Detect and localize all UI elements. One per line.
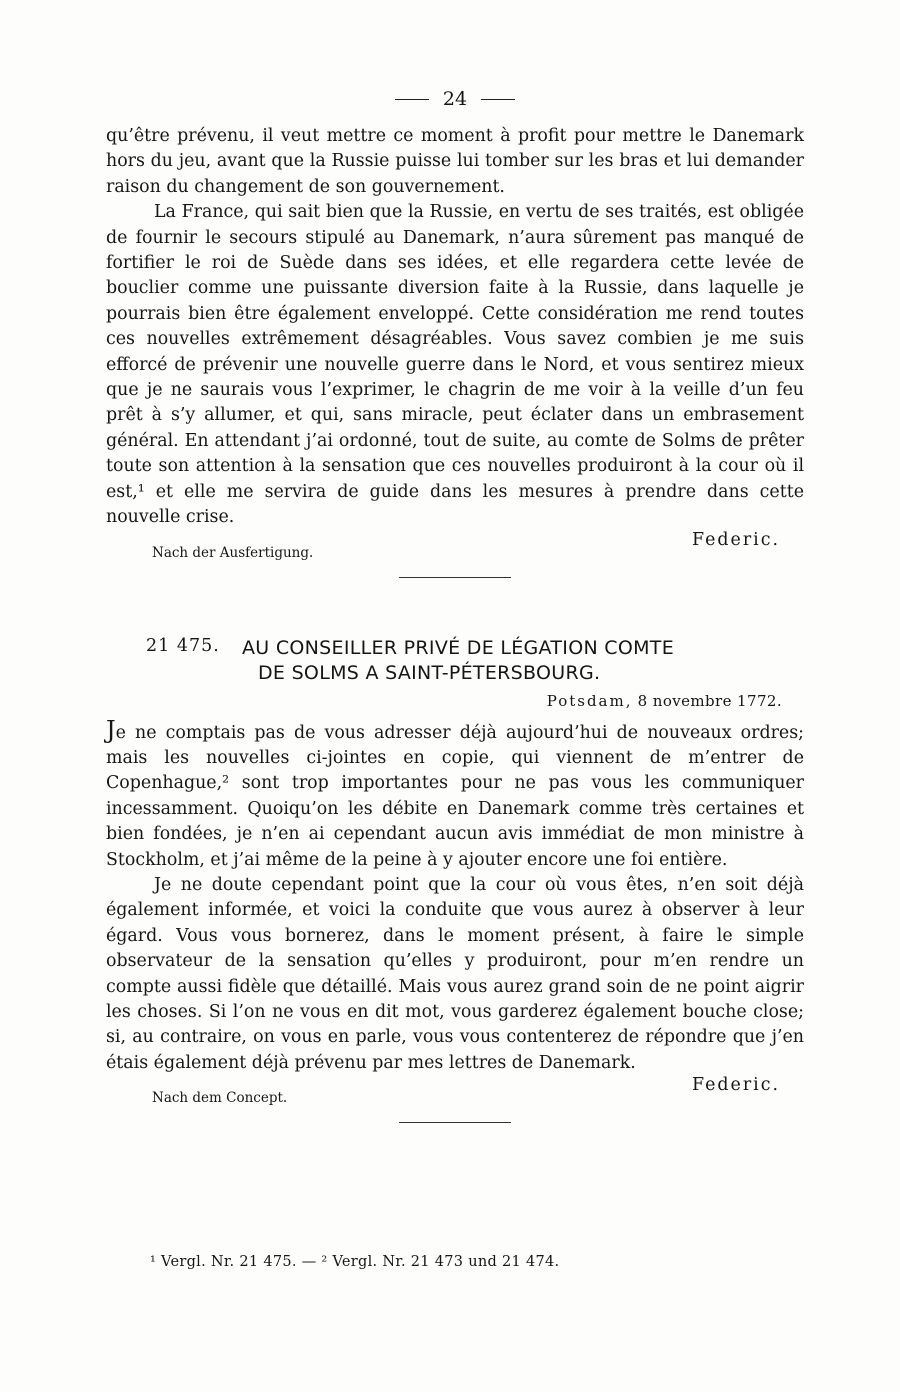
signature-block-1 [106,531,804,565]
signature-block-2 [106,1076,804,1110]
letter-number: 21 475. [146,635,220,656]
header-dash-right [481,99,515,100]
letter-paragraph-2: Je ne doute cependant point que la cour où vous êtes, n’en soit déjà également informée, et voici la conduite que vous aurez à observer à leur égard. Vous vous bornerez, dans le moment présent, à faire le simple observateur de la sensation qu’elles y produiront, pour m’en rendre un compte aussi fidèle que détaillé. Mais vous aurez grand soin de ne point aigrir les choses. Si l’on ne vous en dit mot, vous garderez également bouche close; si, au contraire, on vous en parle, vous vous contenterez de répondre que j’en étais également déjà prévenu par mes lettres de Danemark. [106,874,804,1073]
date: 8 novembre 1772. [637,691,782,710]
source-note: Nach der Ausfertigung. [152,544,314,561]
signature: Federic. [692,529,780,550]
drop-cap: J [106,715,116,744]
letter-title-line-1: AU CONSEILLER PRIVÉ DE LÉGATION COMTE [242,636,675,659]
letter-heading [106,636,804,686]
place-date [106,692,782,710]
source-note: Nach dem Concept. [152,1090,288,1107]
header-dash-left [395,99,429,100]
paragraph-france: La France, qui sait bien que la Russie, en vertu de ses traités, est obligée de fournir le secours stipulé au Danemark, n’aura sûrement pas manqué de fortifier le roi de Suède dans ses idées, et elle regardera cette levée de bouclier comme une puissante diversion faite à la Russie, dans laquelle je pourrais bien être également enveloppé. Cette considération me rend toutes ces nouvelles extrêmement désagréables. Vous savez combien je me suis efforcé de prévenir une nouvelle guerre dans le Nord, et vous sentirez mieux que je ne saurais vous l’exprimer, le chagrin de me voir à la veille d’un feu prêt à s’y allumer, et qui, sans miracle, peut éclater dans un embrasement général. En attendant j’ai ordonné, tout de suite, au comte de Solms de prêter toute son attention à la sensation que ces nouvelles produiront à la cour où il est,¹ et elle me servira de guide dans les mesures à prendre dans cette nouvelle crise. [106,202,804,528]
letter-paragraph-1 [106,715,804,873]
paragraph-continuation: qu’être prévenu, il veut mettre ce moment à profit pour mettre le Danemark hors du jeu, avant que la Russie puisse lui tomber sur les bras et lui demander raison du changement de son gouvernement. [106,126,804,197]
letter-title-line-2: DE SOLMS A SAINT-PÉTERSBOURG. [258,661,601,684]
section-divider [399,577,511,578]
signature: Federic. [692,1075,780,1096]
page-number: 24 [442,88,468,110]
letter-title [242,636,804,686]
page-body [106,88,804,1123]
page-header [106,88,804,110]
section-divider [399,1122,511,1123]
footnotes: ¹ Vergl. Nr. 21 475. — ² Vergl. Nr. 21 473 und 21 474. [150,1254,560,1270]
place: Potsdam, [546,691,633,710]
letter-paragraph-1-text: e ne comptais pas de vous adresser déjà aujourd’hui de nouveaux ordres; mais les nouvelles ci-jointes en copie, qui viennent de m’entrer de Copenhague,² sont trop importantes pour ne pas vous les communiquer incessamment. Quoiqu’on les débite en Danemark comme très certaines et bien fondées, je n’en ai cependant aucun avis immédiat de mon ministre à Stockholm, et j’ai même de la peine à y ajouter encore une foi entière. [106,722,804,870]
